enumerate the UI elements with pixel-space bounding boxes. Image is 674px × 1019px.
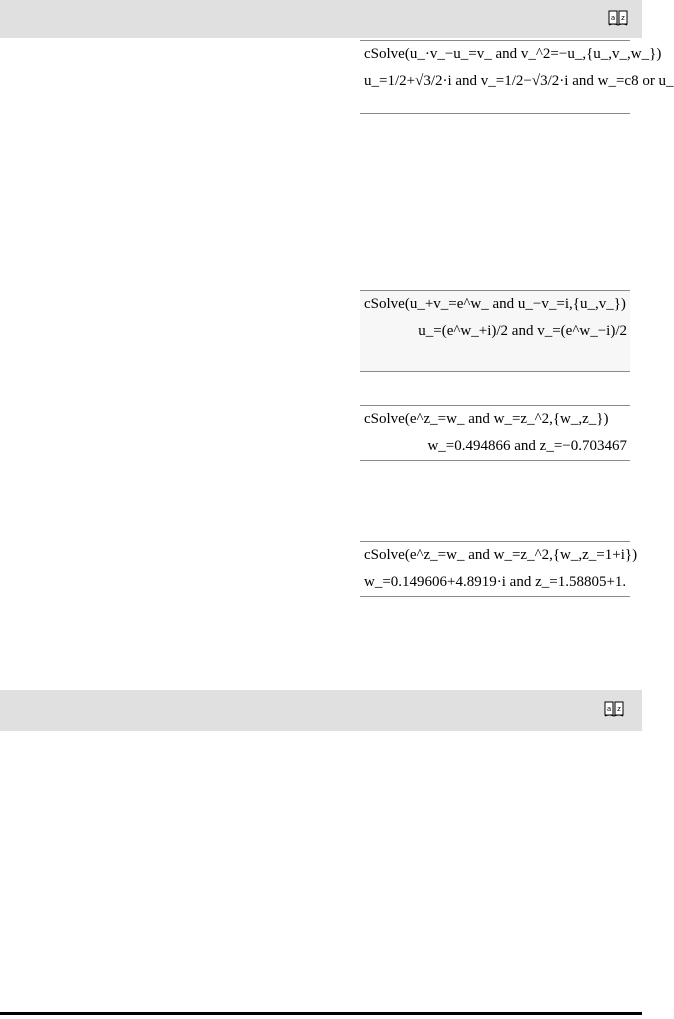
example-output: w_=0.149606+4.8919·i and z_=1.58805+1. [364, 574, 627, 590]
example-output: w_=0.494866 and z_=−0.703467 [427, 438, 627, 454]
example-box [360, 541, 638, 597]
example-box [360, 405, 630, 461]
page-bottom-rule [0, 1012, 642, 1015]
open-book-icon [604, 700, 624, 718]
open-book-icon [608, 9, 628, 27]
example-input: cSolve(u_·v_−u_=v_ and v_^2=−u_,{u_,v_,w_}) [364, 46, 662, 62]
example-input: cSolve(e^z_=w_ and w_=z_^2,{w_,z_=1+i}) [364, 547, 638, 563]
svg-text:z: z [617, 705, 621, 713]
section-band [0, 690, 642, 731]
header-band [0, 0, 642, 38]
example-box [360, 40, 674, 114]
svg-text:z: z [621, 14, 625, 22]
svg-text:a: a [610, 14, 616, 22]
svg-text:a: a [606, 705, 612, 713]
example-input: cSolve(e^z_=w_ and w_=z_^2,{w_,z_}) [364, 411, 609, 427]
example-output: u_=1/2+√3/2·i and v_=1/2−√3/2·i and w_=c8 or u_ [364, 73, 674, 89]
example-input: cSolve(u_+v_=e^w_ and u_−v_=i,{u_,v_}) [364, 296, 626, 312]
example-output: u_=(e^w_+i)/2 and v_=(e^w_−i)/2 [418, 323, 627, 339]
example-box [360, 290, 630, 372]
